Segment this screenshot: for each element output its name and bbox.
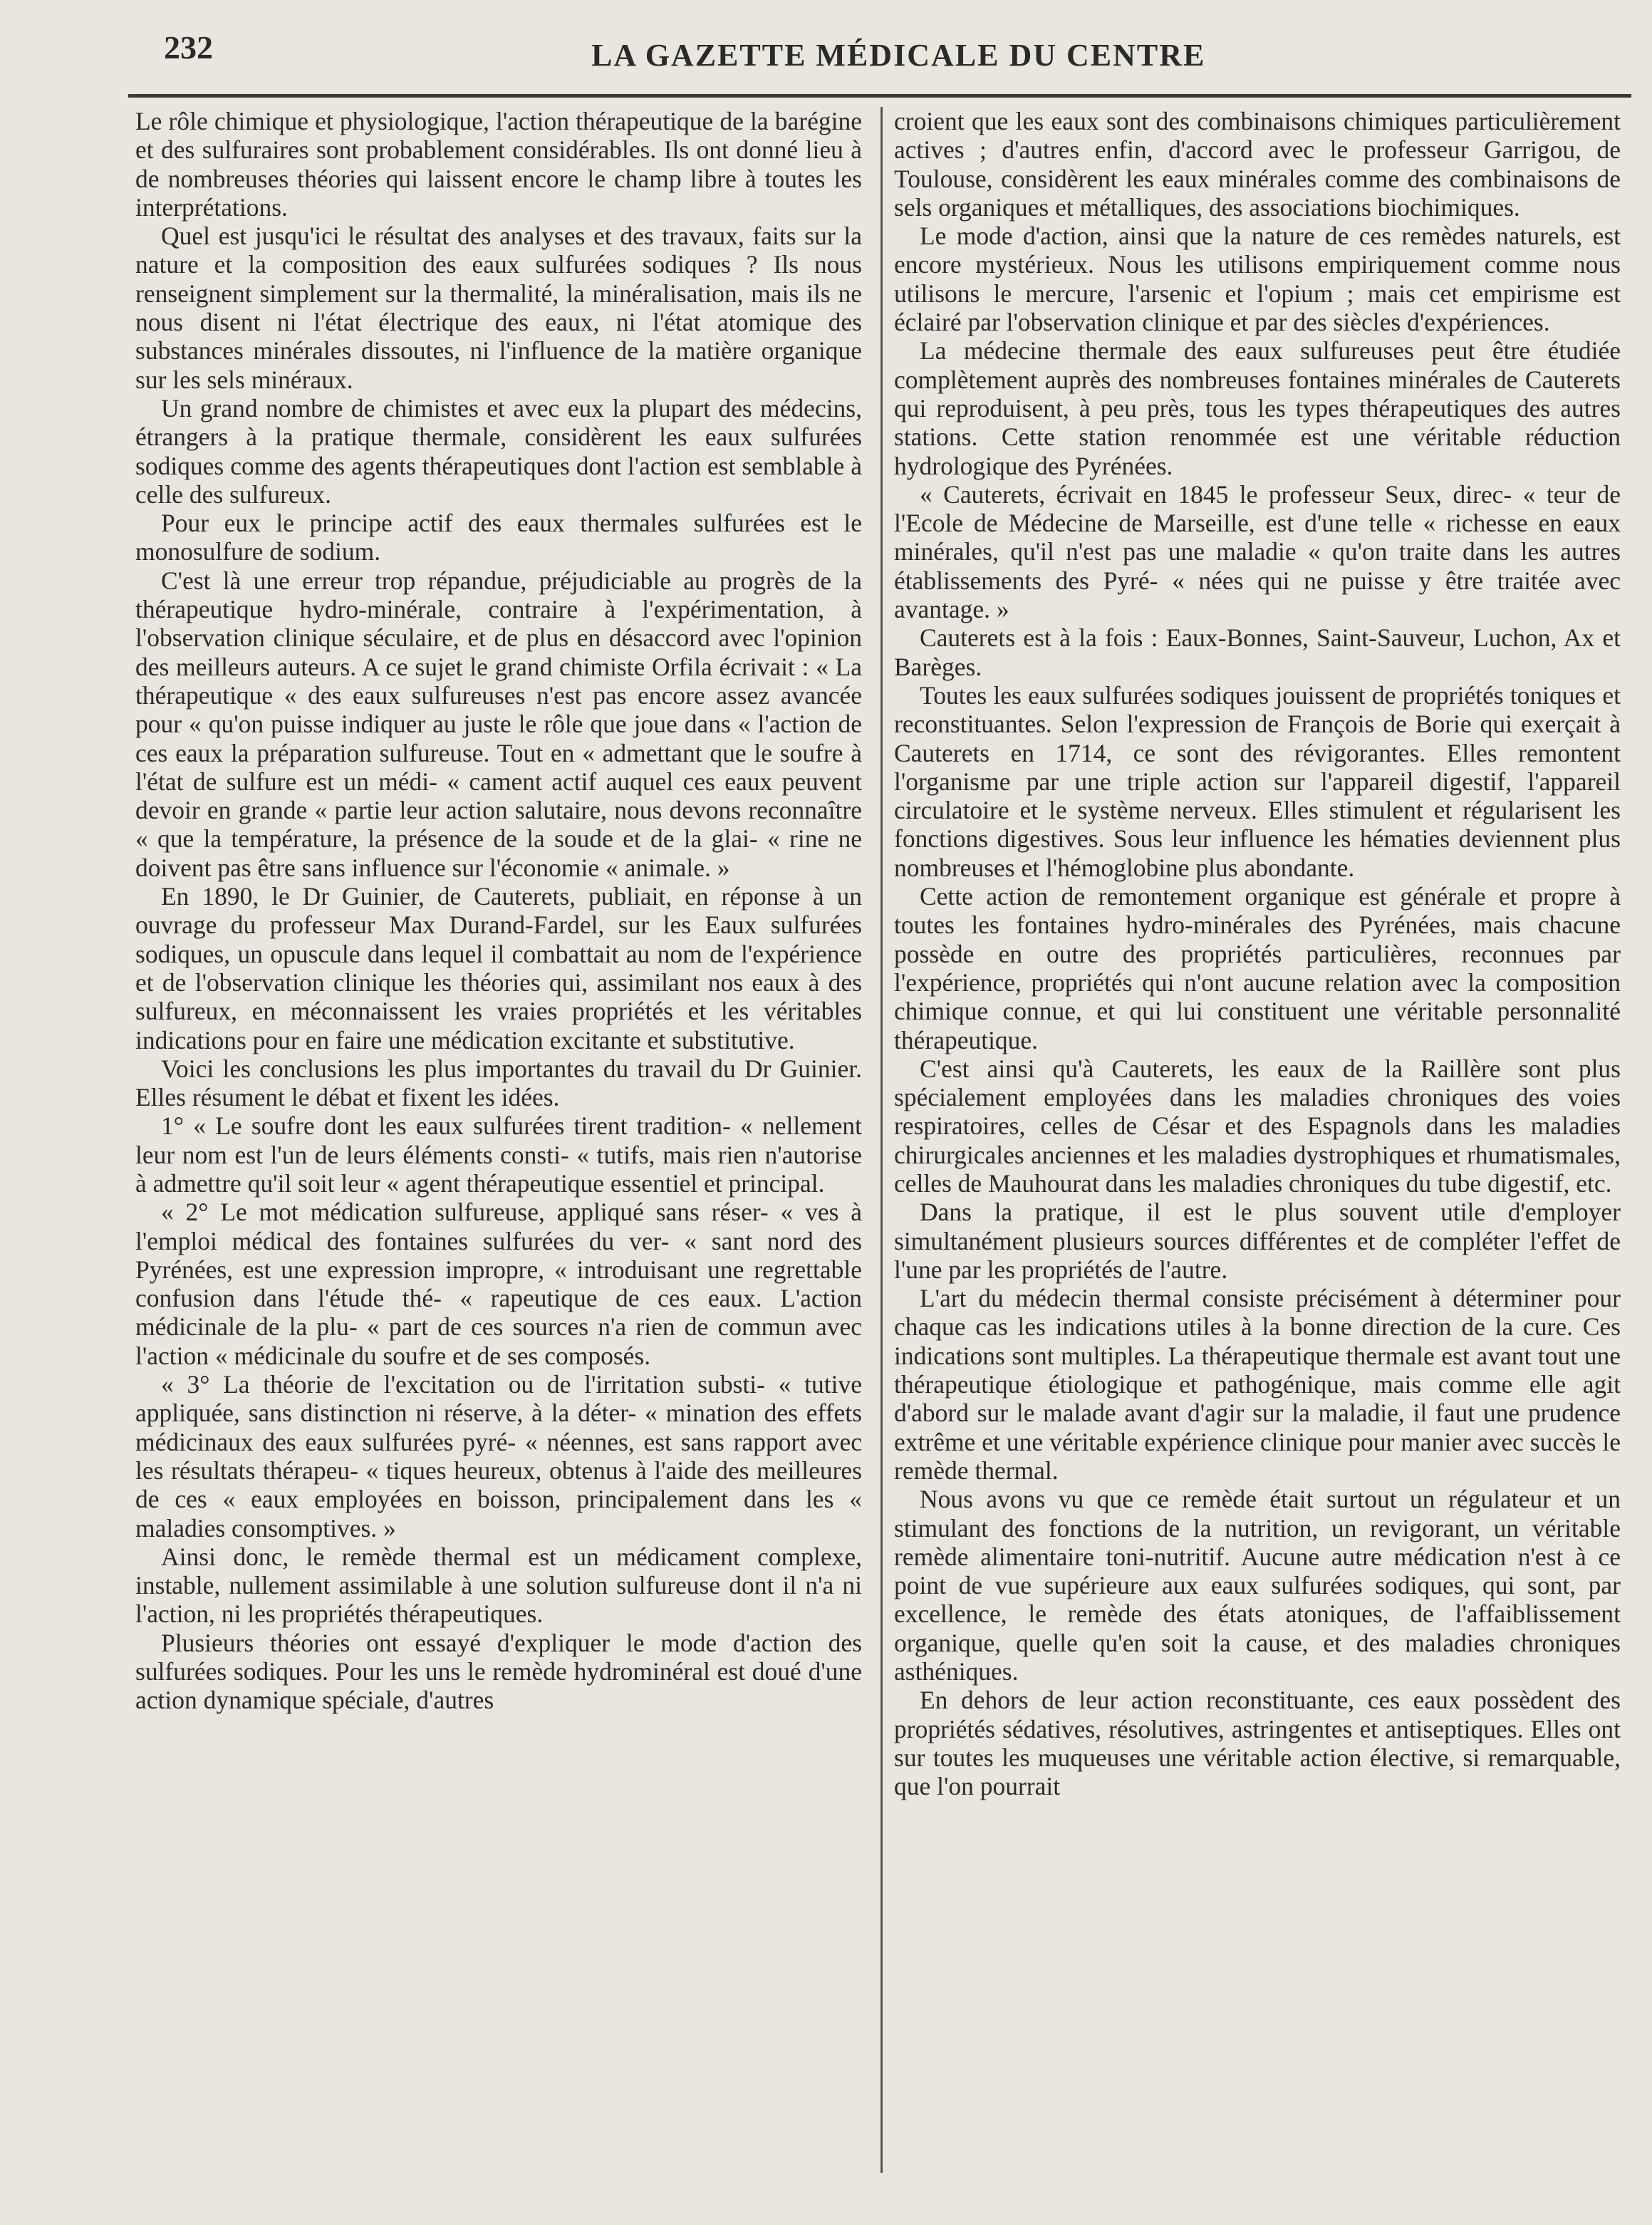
column-divider: [880, 107, 883, 2173]
paragraph: Ainsi donc, le remède thermal est un médicament complexe, instable, nullement assimilable à une solution sulfureuse dont il n'a ni l'action, ni les propriétés thérapeutiques.: [135, 1542, 862, 1629]
paragraph: « 3° La théorie de l'excitation ou de l'irritation substi- « tutive appliquée, sans distinction ni réserve, à la déter- « mination des effets médicinaux des eaux sulfurées pyré- « néennes, est sans rapport avec les résultats thérapeu- « tiques heureux, obtenus à l'aide des meilleures de ces « eaux employées en boisson, principalement dans les « maladies consomptives. »: [135, 1370, 862, 1542]
running-header: [153, 28, 1621, 85]
paragraph: « 2° Le mot médication sulfureuse, appliqué sans réser- « ves à l'emploi médical des fontaines sulfurées du ver- « sant nord des Pyrénées, est une expression impropre, « introduisant une regrettable confusion dans l'étude thé- « rapeutique de ces eaux. L'action médicinale de la plu- « part de ces sources n'a rien de commun avec l'action « médicinale du soufre et de ses composés.: [135, 1198, 862, 1370]
paragraph: La médecine thermale des eaux sulfureuses peut être étudiée complètement auprès des nombreuses fontaines minérales de Cauterets qui reproduisent, à peu près, tous les types thérapeutiques des autres stations. Cette station renommée est une véritable réduction hydrologique des Pyrénées.: [894, 336, 1621, 480]
paragraph: C'est ainsi qu'à Cauterets, les eaux de la Raillère sont plus spécialement employées dans les maladies chroniques des voies respiratoires, celles de César et des Espagnols dans les maladies chirurgicales anciennes et les maladies dystrophiques et rhumatismales, celles de Mauhourat dans les maladies chroniques du tube digestif, etc.: [894, 1054, 1621, 1198]
paragraph: Voici les conclusions les plus importantes du travail du Dr Guinier. Elles résument le débat et fixent les idées.: [135, 1054, 862, 1112]
paragraph: Dans la pratique, il est le plus souvent utile d'employer simultanément plusieurs sources différentes et de compléter l'effet de l'une par les propriétés de l'autre.: [894, 1198, 1621, 1284]
paragraph: Le mode d'action, ainsi que la nature de ces remèdes naturels, est encore mystérieux. Nous les utilisons empiriquement comme nous utilisons le mercure, l'arsenic et l'opium ; mais cet empirisme est éclairé par l'observation clinique et par des siècles d'expériences.: [894, 222, 1621, 337]
paragraph: Cette action de remontement organique est générale et propre à toutes les fontaines hydro-minérales des Pyrénées, mais chacune possède en outre des propriétés particulières, reconnues par l'expérience, propriétés qui n'ont aucune relation avec la composition chimique connue, et qui lui constituent une véritable personnalité thérapeutique.: [894, 882, 1621, 1054]
paragraph: 1° « Le soufre dont les eaux sulfurées tirent tradition- « nellement leur nom est l'un de leurs éléments consti- « tutifs, mais rien n'autorise à admettre qu'il soit leur « agent thérapeutique essentiel et principal.: [135, 1111, 862, 1198]
paragraph: En dehors de leur action reconstituante, ces eaux possèdent des propriétés sédatives, résolutives, astringentes et antiseptiques. Elles ont sur toutes les muqueuses une véritable action élective, si remarquable, que l'on pourrait: [894, 1686, 1621, 1801]
paragraph: Toutes les eaux sulfurées sodiques jouissent de propriétés toniques et reconstituantes. Selon l'expression de François de Borie qui exerçait à Cauterets en 1714, ce sont des révigorantes. Elles remontent l'organisme par une triple action sur l'appareil digestif, l'appareil circulatoire et le système nerveux. Elles stimulent et régularisent les fonctions digestives. Sous leur influence les hématies deviennent plus nombreuses et l'hémoglobine plus abondante.: [894, 680, 1621, 882]
paragraph: Quel est jusqu'ici le résultat des analyses et des travaux, faits sur la nature et la composition des eaux sulfurées sodiques ? Ils nous renseignent simplement sur la thermalité, la minéralisation, mais ils ne nous disent ni l'état électrique des eaux, ni l'état atomique des substances minérales dissoutes, ni l'influence de la matière organique sur les sels minéraux.: [135, 222, 862, 394]
left-column: [135, 107, 862, 1715]
right-column: [894, 107, 1621, 1801]
paragraph: Plusieurs théories ont essayé d'expliquer le mode d'action des sulfurées sodiques. Pour les uns le remède hydrominéral est doué d'une action dynamique spéciale, d'autres: [135, 1628, 862, 1715]
page-number: 232: [164, 29, 213, 66]
paragraph: En 1890, le Dr Guinier, de Cauterets, publiait, en réponse à un ouvrage du professeur Max Durand-Fardel, sur les Eaux sulfurées sodiques, un opuscule dans lequel il combattait au nom de l'expérience et de l'observation clinique les théories qui, assimilant nos eaux à des sulfureux, en méconnaissent les vraies propriétés et les véritables indications pour en faire une médication excitante et substitutive.: [135, 882, 862, 1054]
paragraph: Nous avons vu que ce remède était surtout un régulateur et un stimulant des fonctions de la nutrition, un revigorant, un véritable remède alimentaire toni-nutritif. Aucune autre médication n'est à ce point de vue supérieure aux eaux sulfurées sodiques, qui sont, par excellence, le remède des états atoniques, de l'affaiblissement organique, quelle qu'en soit la cause, et des maladies chroniques asthéniques.: [894, 1485, 1621, 1686]
journal-title: LA GAZETTE MÉDICALE DU CENTRE: [591, 38, 1206, 73]
paragraph: « Cauterets, écrivait en 1845 le professeur Seux, direc- « teur de l'Ecole de Médecine de Marseille, est d'une telle « richesse en eaux minérales, qu'il n'est pas une maladie « qu'on traite dans les autres établissements des Pyré- « nées qui ne puisse y être traitée avec avantage. »: [894, 479, 1621, 624]
header-rule: [128, 94, 1631, 98]
paragraph: croient que les eaux sont des combinaisons chimiques particulièrement actives ; d'autres enfin, d'accord avec le professeur Garrigou, de Toulouse, considèrent les eaux minérales comme des combinaisons de sels organiques et métalliques, des associations biochimiques.: [894, 107, 1621, 222]
paragraph: Le rôle chimique et physiologique, l'action thérapeutique de la barégine et des sulfuraires sont probablement considérables. Ils ont donné lieu à de nombreuses théories qui laissent encore le champ libre à toutes les interprétations.: [135, 107, 862, 222]
paragraph: C'est là une erreur trop répandue, préjudiciable au progrès de la thérapeutique hydro-minérale, contraire à l'expérimentation, à l'observation clinique séculaire, et de plus en désaccord avec l'opinion des meilleurs auteurs. A ce sujet le grand chimiste Orfila écrivait : « La thérapeutique « des eaux sulfureuses n'est pas encore assez avancée pour « qu'on puisse indiquer au juste le rôle que joue dans « l'action de ces eaux la préparation sulfureuse. Tout en « admettant que le soufre à l'état de sulfure est un médi- « cament actif auquel ces eaux peuvent devoir en grande « partie leur action salutaire, nous devons reconnaître « que la température, la présence de la soude et de la glai- « rine ne doivent pas être sans influence sur l'économie « animale. »: [135, 566, 862, 882]
paragraph: Un grand nombre de chimistes et avec eux la plupart des médecins, étrangers à la pratique thermale, considèrent les eaux sulfurées sodiques comme des agents thérapeutiques dont l'action est semblable à celle des sulfureux.: [135, 393, 862, 509]
paragraph: L'art du médecin thermal consiste précisément à déterminer pour chaque cas les indications utiles à la bonne direction de la cure. Ces indications sont multiples. La thérapeutique thermale est avant tout une thérapeutique étiologique et pathogénique, mais comme elle agit d'abord sur le malade avant d'agir sur la maladie, il faut une prudence extrême et une véritable expérience clinique pour manier avec succès le remède thermal.: [894, 1284, 1621, 1485]
paragraph: Cauterets est à la fois : Eaux-Bonnes, Saint-Sauveur, Luchon, Ax et Barèges.: [894, 623, 1621, 681]
paragraph: Pour eux le principe actif des eaux thermales sulfurées est le monosulfure de sodium.: [135, 509, 862, 566]
